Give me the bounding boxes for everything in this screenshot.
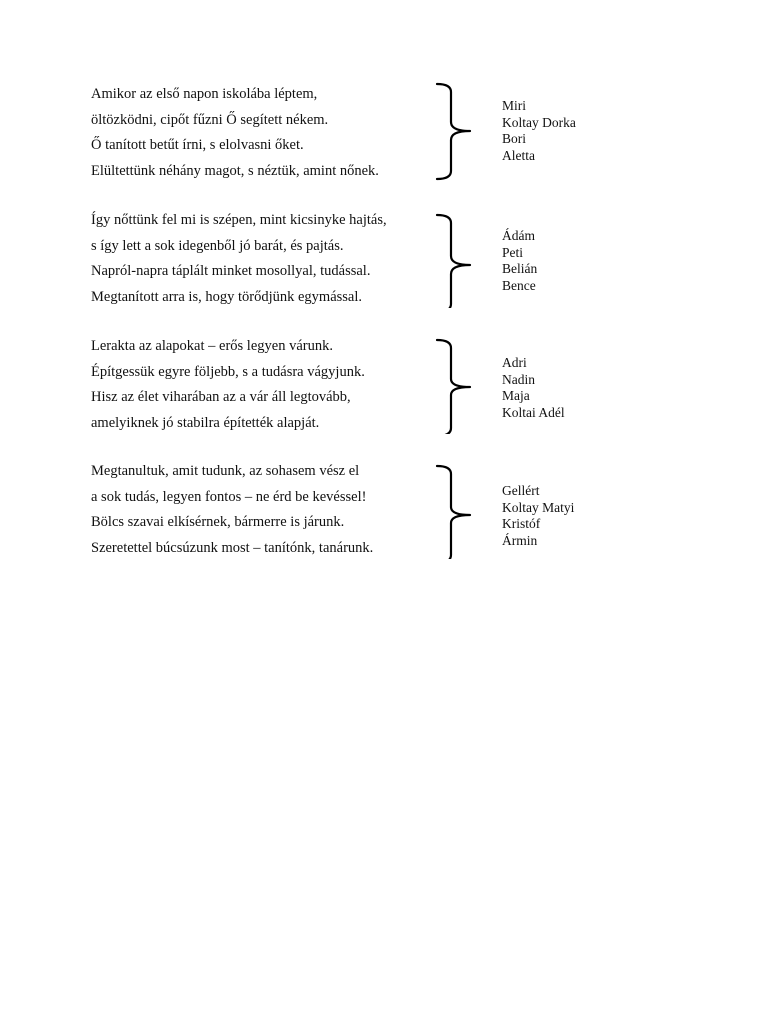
poem-line: Napról-napra táplált minket mosollyal, tudással. xyxy=(91,263,371,279)
student-name: Peti xyxy=(502,244,524,260)
stanza-lines xyxy=(91,82,431,184)
stanza-3 xyxy=(0,334,768,434)
curly-brace-icon xyxy=(432,459,476,559)
names-list xyxy=(502,98,642,165)
poem-line: Lerakta az alapokat – erős legyen várunk. xyxy=(91,338,333,354)
poem-line: Hisz az élet viharában az a vár áll legtovább, xyxy=(91,389,351,405)
poem-line: Bölcs szavai elkísérnek, bármerre is járunk. xyxy=(91,514,345,530)
student-name: Maja xyxy=(502,388,530,404)
poem-line: öltözködni, cipőt fűzni Ő segített nékem. xyxy=(91,111,329,128)
poem-line: Szeretettel búcsúzunk most – tanítónk, tanárunk. xyxy=(91,539,374,556)
stanza-1 xyxy=(0,82,768,182)
student-name: Bori xyxy=(502,131,527,147)
names-list xyxy=(502,483,642,550)
student-name: Nadin xyxy=(502,371,535,387)
student-name: Miri xyxy=(502,98,527,113)
names-list xyxy=(502,228,642,295)
curly-brace-icon xyxy=(432,334,476,434)
student-name: Gellért xyxy=(502,483,540,498)
student-name: Kristóf xyxy=(502,516,541,532)
poem-line: amelyiknek jó stabilra építették alapját. xyxy=(91,414,320,431)
student-name: Ádám xyxy=(502,228,535,243)
curly-brace-icon xyxy=(432,82,476,182)
stanza-lines xyxy=(91,459,431,561)
stanza-4 xyxy=(0,459,768,559)
poem-line: Így nőttünk fel mi is szépen, mint kicsinyke hajtás, xyxy=(91,212,387,228)
stanza-lines xyxy=(91,208,431,310)
poem-line: Amikor az első napon iskolába léptem, xyxy=(91,86,318,102)
poem-line: Építgessük egyre följebb, s a tudásra vágyjunk. xyxy=(91,363,365,380)
student-name: Aletta xyxy=(502,148,535,164)
poem-line: Ő tanított betűt írni, s elolvasni őket. xyxy=(91,137,304,153)
poem-line: Elültettünk néhány magot, s néztük, amint nőnek. xyxy=(91,162,379,179)
student-name: Ármin xyxy=(502,533,538,549)
student-name: Bence xyxy=(502,278,536,294)
poem-line: s így lett a sok idegenből jó barát, és pajtás. xyxy=(91,237,344,254)
student-name: Koltai Adél xyxy=(502,405,565,421)
names-list xyxy=(502,355,642,422)
poem-line: Megtanított arra is, hogy törődjünk egymással. xyxy=(91,288,363,305)
poem-line: Megtanultuk, amit tudunk, az sohasem vész el xyxy=(91,463,360,479)
stanza-2 xyxy=(0,208,768,308)
student-name: Koltay Matyi xyxy=(502,499,575,515)
student-name: Koltay Dorka xyxy=(502,114,576,130)
student-name: Adri xyxy=(502,355,527,370)
curly-brace-icon xyxy=(432,208,476,308)
poem-line: a sok tudás, legyen fontos – ne érd be kevéssel! xyxy=(91,488,367,505)
stanza-lines xyxy=(91,334,431,436)
student-name: Belián xyxy=(502,261,538,277)
